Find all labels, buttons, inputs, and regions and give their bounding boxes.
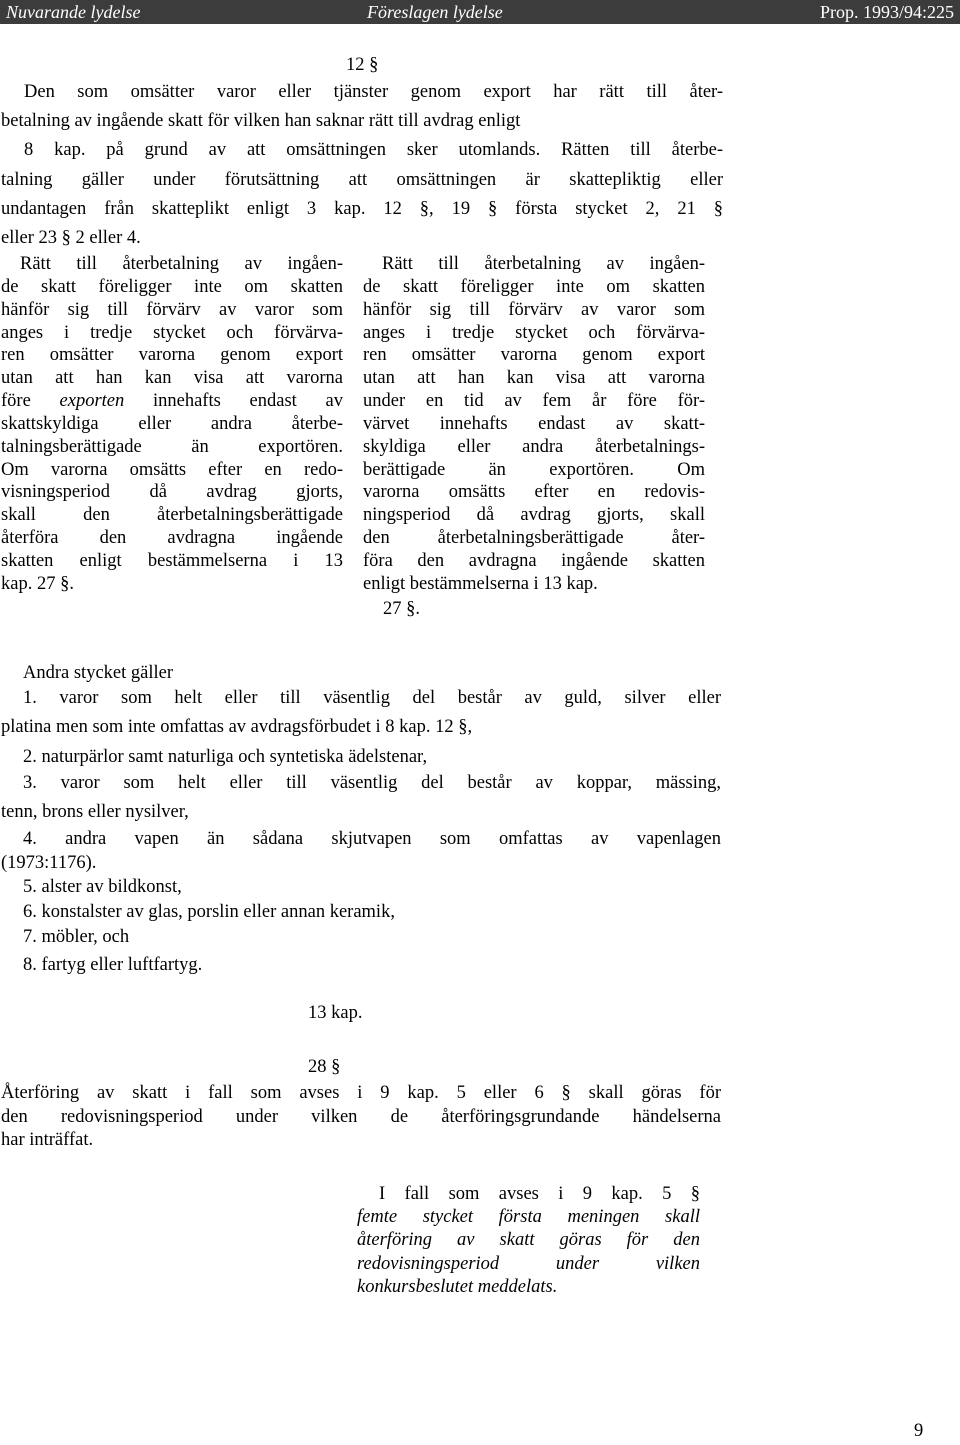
- section-12-body: [1, 78, 723, 253]
- list-item-1: 1. varor som helt eller till väsentlig del består av guld, silver eller: [23, 688, 721, 708]
- current-line: återföra den avdragna ingående: [1, 528, 343, 549]
- current-line: kap. 27 §.: [1, 573, 74, 594]
- header-doc-ref: Prop. 1993/94:225: [819, 2, 954, 22]
- proposed-line: berättigade än exportören. Om: [363, 459, 705, 480]
- page-header: [0, 0, 960, 24]
- section-12-line: undantagen från skatteplikt enligt 3 kap. 12 §, 19 § första stycket 2, 21 §: [1, 198, 723, 219]
- list-item-7: 7. möbler, och: [23, 927, 130, 947]
- header-proposed-label: Föreslagen lydelse: [367, 2, 503, 22]
- emphasis-exporten: exporten: [59, 391, 125, 412]
- current-line: ren omsätter varorna genom export: [1, 345, 343, 366]
- current-line: talningsberättigade än exportören.: [1, 436, 343, 457]
- list-item-5: 5. alster av bildkonst,: [23, 877, 182, 897]
- section-12-line: eller 23 § 2 eller 4.: [1, 228, 141, 249]
- addition-line: femte stycket första meningen skall: [357, 1207, 700, 1228]
- current-line: utan att han kan visa att varorna: [1, 368, 343, 389]
- page-number: 9: [914, 1421, 924, 1441]
- proposed-line: 27 §.: [383, 598, 420, 619]
- list-item-4: 4. andra vapen än sådana skjutvapen som omfattas av vapenlagen: [23, 829, 721, 849]
- section-28-line: Återföring av skatt i fall som avses i 9 kap. 5 eller 6 § skall göras för: [1, 1083, 721, 1103]
- proposed-addition: [357, 1183, 700, 1299]
- proposed-line: ningsperiod då avdrag gjorts, skall: [363, 505, 705, 526]
- proposed-line: under en tid av fem år före för-: [363, 391, 705, 412]
- proposed-line: Rätt till återbetalning av ingåen-: [382, 254, 705, 274]
- list-item-4-cont: (1973:1176).: [1, 853, 97, 873]
- proposed-line: enligt bestämmelserna i 13 kap.: [363, 573, 598, 594]
- addition-line: konkursbeslutet meddelats.: [357, 1276, 558, 1297]
- current-line: de skatt föreligger inte om skatten: [1, 276, 343, 297]
- current-line: hänför sig till förvärv av varor som: [1, 299, 343, 320]
- current-line: visningsperiod då avdrag gjorts,: [1, 482, 343, 503]
- list-item-8: 8. fartyg eller luftfartyg.: [23, 955, 203, 975]
- section-12-line: 8 kap. på grund av att omsättningen sker utomlands. Rätten till återbe-: [24, 140, 723, 161]
- current-line: Rätt till återbetalning av ingåen-: [20, 254, 343, 274]
- current-line-mixed: före exporten innehafts endast av: [1, 391, 343, 412]
- current-line: skattskyldiga eller andra återbe-: [1, 413, 343, 434]
- header-current-label: Nuvarande lydelse: [6, 2, 141, 22]
- proposed-line: ren omsätter varorna genom export: [363, 345, 705, 366]
- addition-line: I fall som avses i 9 kap. 5 §: [379, 1184, 700, 1204]
- current-line: Om varorna omsätts efter en redo-: [1, 459, 343, 480]
- section-12-line: betalning av ingående skatt för vilken han saknar rätt till avdrag enligt: [1, 111, 521, 132]
- section-28-line: den redovisningsperiod under vilken de återföringsgrundande händelserna: [1, 1106, 721, 1127]
- proposed-line: utan att han kan visa att varorna: [363, 368, 705, 389]
- current-wording-column: [1, 253, 343, 596]
- list-item-1-cont: platina men som inte omfattas av avdragsförbudet i 8 kap. 12 §,: [1, 717, 473, 737]
- current-line: skatten enligt bestämmelserna i 13: [1, 550, 343, 571]
- proposed-line: den återbetalningsberättigade åter-: [363, 528, 705, 549]
- section-28-heading: 28 §: [308, 1057, 341, 1077]
- proposed-line: föra den avdragna ingående skatten: [363, 550, 705, 571]
- addition-line: redovisningsperiod under vilken: [357, 1253, 700, 1274]
- current-line: anges i tredje stycket och förvärva-: [1, 322, 343, 343]
- proposed-wording-column: [363, 253, 705, 621]
- list-item-2: 2. naturpärlor samt naturliga och syntetiska ädelstenar,: [23, 747, 428, 767]
- addition-line: återföring av skatt göras för den: [357, 1230, 700, 1251]
- current-line: skall den återbetalningsberättigade: [1, 505, 343, 526]
- proposed-line: skyldiga eller andra återbetalnings-: [363, 436, 705, 457]
- section-12-line: talning gäller under förutsättning att omsättningen är skattepliktig eller: [1, 169, 723, 190]
- section-28-line: har inträffat.: [1, 1130, 94, 1151]
- chapter-13-title: 13 kap.: [308, 1003, 363, 1023]
- list-item-6: 6. konstalster av glas, porslin eller annan keramik,: [23, 902, 395, 922]
- second-paragraph-intro: Andra stycket gäller: [23, 663, 173, 683]
- section-28-body: [1, 1082, 721, 1153]
- list-item-3-cont: tenn, brons eller nysilver,: [1, 802, 189, 822]
- section-12-heading: 12 §: [346, 55, 379, 75]
- list-item-3: 3. varor som helt eller till väsentlig del består av koppar, mässing,: [23, 773, 721, 793]
- proposed-line: värvet innehafts endast av skatt-: [363, 413, 705, 434]
- proposed-line: varorna omsätts efter en redovis-: [363, 482, 705, 503]
- section-12-line: Den som omsätter varor eller tjänster genom export har rätt till åter-: [24, 82, 723, 102]
- proposed-line: de skatt föreligger inte om skatten: [363, 276, 705, 297]
- proposed-line: hänför sig till förvärv av varor som: [363, 299, 705, 320]
- proposed-line: anges i tredje stycket och förvärva-: [363, 322, 705, 343]
